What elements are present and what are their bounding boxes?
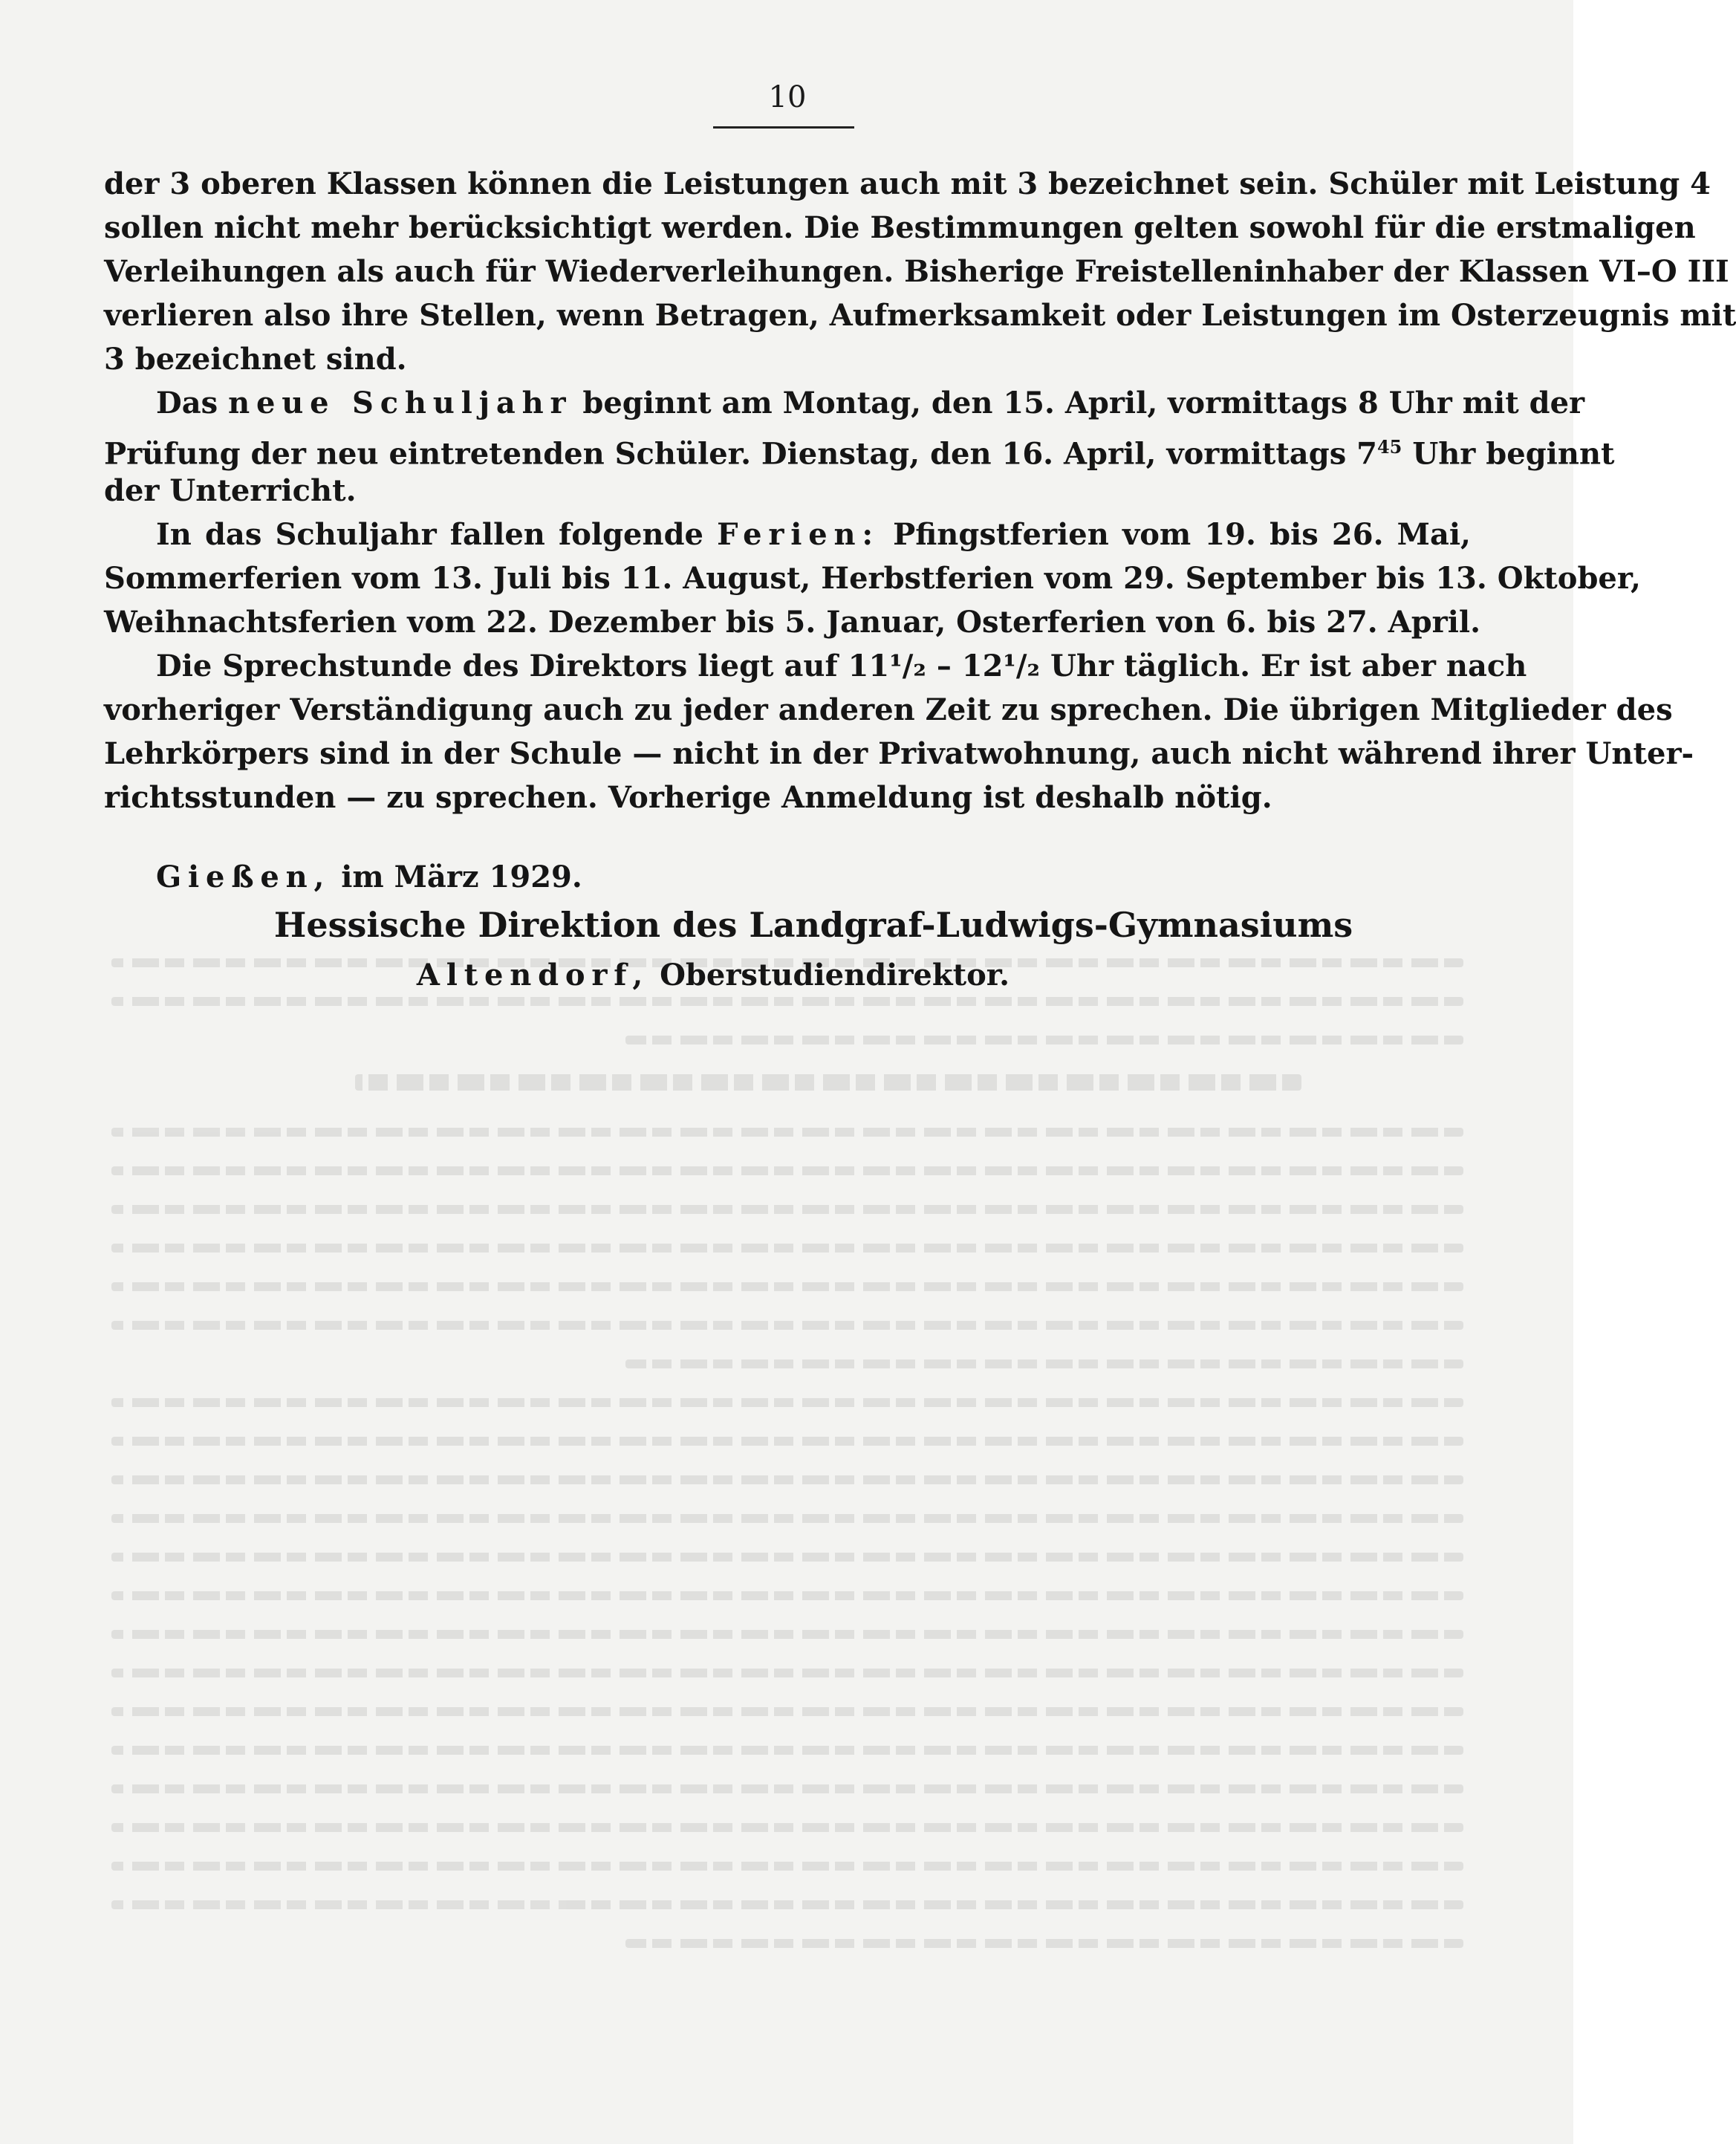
school-year-label-spaced: neue Schuljahr bbox=[228, 386, 573, 420]
paragraph-4-line-4: richtsstunden — zu sprechen. Vorherige Anmeldung ist deshalb nötig. bbox=[104, 780, 1272, 815]
paragraph-4-line-1: Die Sprechstunde des Direktors liegt auf 11¹/₂ – 12¹/₂ Uhr täglich. Er ist aber nach bbox=[156, 649, 1527, 683]
page-number: 10 bbox=[768, 80, 807, 114]
time-superscript: 45 bbox=[1376, 436, 1402, 458]
holidays-label-spaced: Ferien: bbox=[717, 517, 880, 552]
date-text: im März 1929. bbox=[341, 860, 582, 894]
place-name: Gießen, bbox=[156, 860, 331, 894]
place-and-date bbox=[104, 855, 1471, 899]
signatory-title: Oberstudiendirektor. bbox=[660, 958, 1010, 993]
paragraph-1-line-4: verlieren also ihre Stellen, wenn Betragen, Aufmerksamkeit oder Leistungen im Osterzeugnis mit bbox=[104, 298, 1736, 333]
exam-text: Prüfung der neu eintretenden Schüler. Dienstag, den 16. April, vormittags 7 bbox=[104, 436, 1377, 472]
page-number-rule bbox=[713, 126, 854, 129]
paragraph-1-line-5: 3 bezeichnet sind. bbox=[104, 342, 407, 377]
paragraph-3-line-1 bbox=[104, 513, 1471, 556]
signatory-name: Altendorf, bbox=[416, 958, 650, 993]
paragraph-2-line-2 bbox=[104, 425, 1615, 472]
body-text bbox=[104, 162, 1736, 1003]
pentecost-holidays: Pfingstferien vom 19. bis 26. Mai, bbox=[893, 517, 1471, 552]
paragraph-1-line-2: sollen nicht mehr berücksichtigt werden. Die Bestimmungen gelten sowohl für die erstmaligen bbox=[104, 210, 1696, 245]
institution-name: Hessische Direktion des Landgraf-Ludwigs-Gymnasiums bbox=[273, 905, 1353, 945]
signatory bbox=[104, 951, 1471, 1003]
school-year-label-prefix: Das bbox=[156, 386, 218, 420]
paragraph-3-line-3: Weihnachtsferien vom 22. Dezember bis 5. Januar, Osterferien von 6. bis 27. April. bbox=[104, 605, 1481, 640]
paragraph-1-line-3: Verleihungen als auch für Wiederverleihungen. Bisherige Freistelleninhaber der Klassen VI–O III bbox=[104, 254, 1729, 289]
paragraph-1-line-1: der 3 oberen Klassen können die Leistungen auch mit 3 bezeichnet sein. Schüler mit Leistung 4 bbox=[104, 166, 1711, 201]
paragraph-2-line-1 bbox=[104, 381, 1585, 425]
school-year-start-text: beginnt am Montag, den 15. April, vormittags 8 Uhr mit der bbox=[582, 386, 1585, 420]
lesson-start-text: Uhr beginnt bbox=[1412, 436, 1615, 472]
paragraph-4-line-3: Lehrkörpers sind in der Schule — nicht in der Privatwohnung, auch nicht während ihrer Unter- bbox=[104, 736, 1694, 771]
holidays-intro: In das Schuljahr fallen folgende bbox=[156, 517, 703, 552]
spacer bbox=[104, 819, 1471, 855]
bleed-through-texture bbox=[111, 958, 1463, 2058]
paragraph-2-line-3: der Unterricht. bbox=[104, 473, 357, 508]
paragraph-4-line-2: vorheriger Verständigung auch zu jeder anderen Zeit zu sprechen. Die übrigen Mitglieder des bbox=[104, 692, 1673, 727]
paragraph-3-line-2: Sommerferien vom 13. Juli bis 11. August, Herbstferien vom 29. September bis 13. Oktober, bbox=[104, 561, 1641, 596]
